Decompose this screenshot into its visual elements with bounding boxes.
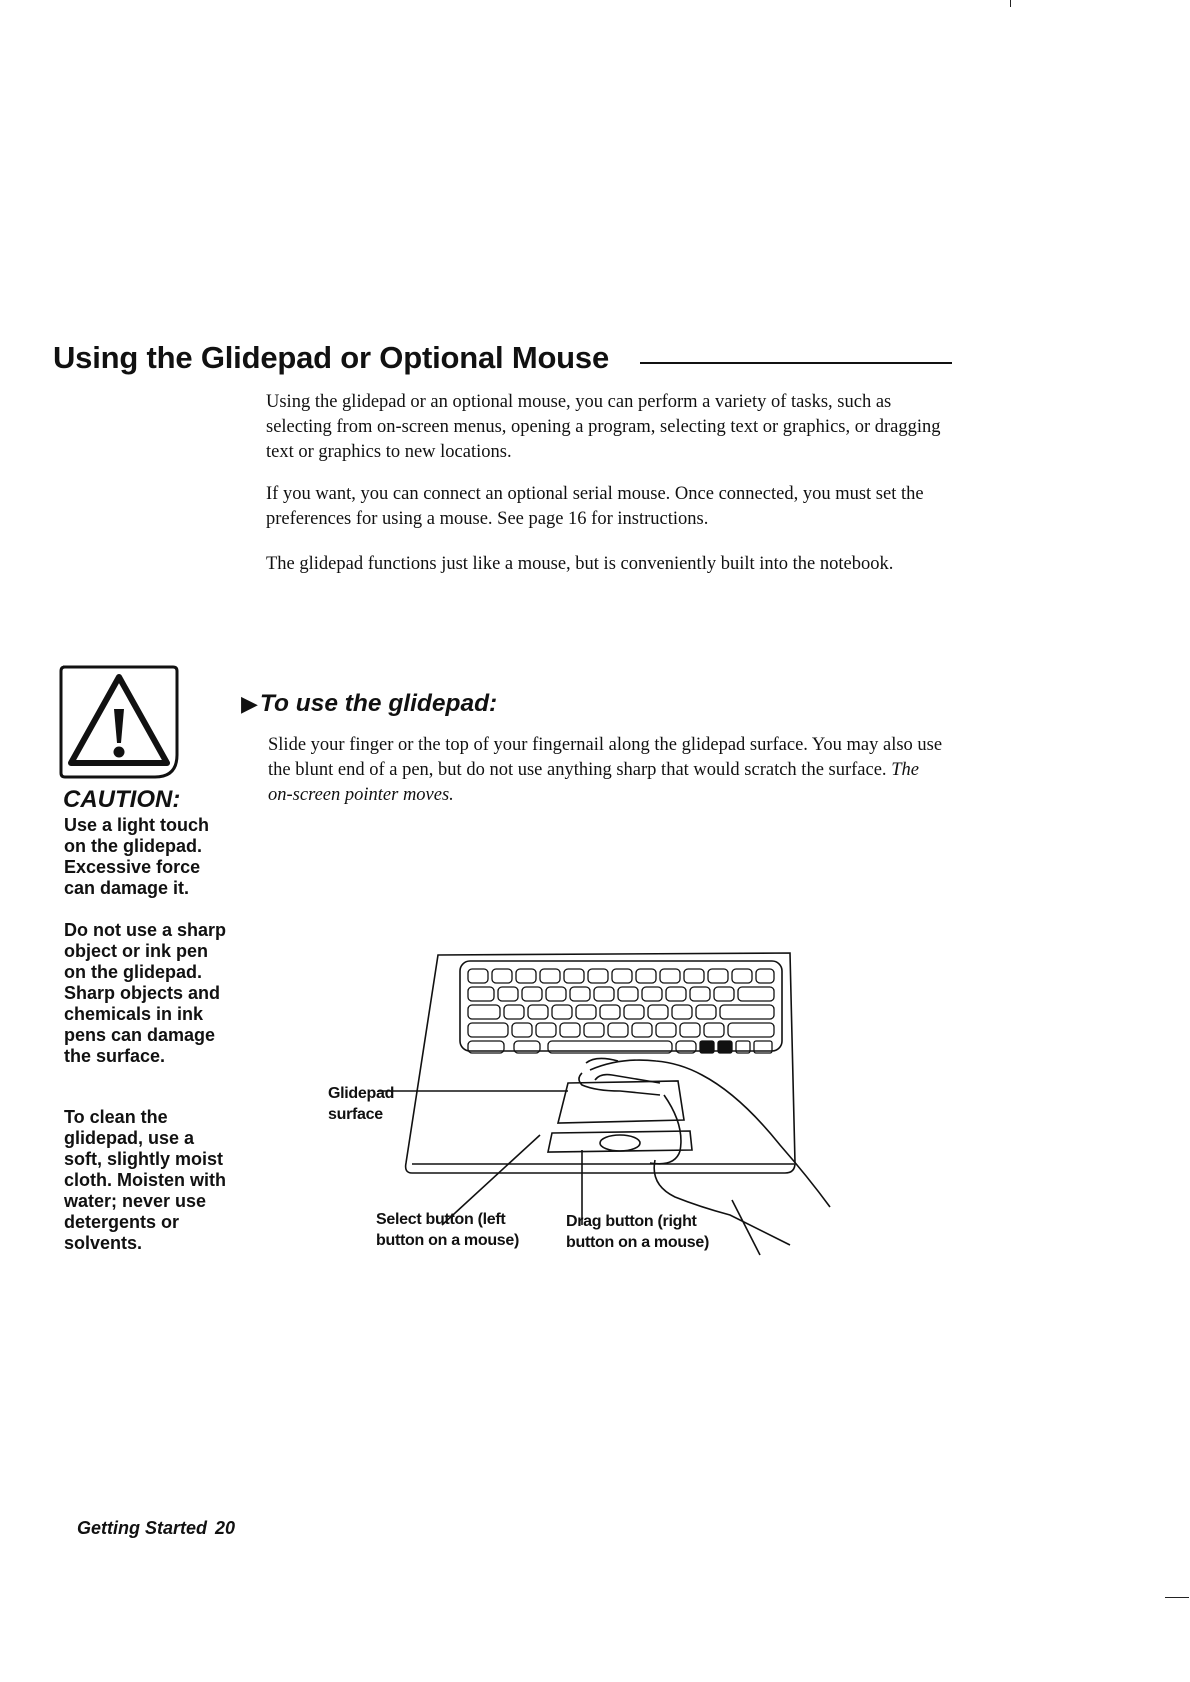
heading-rule bbox=[640, 362, 952, 364]
right-arrow-icon: ▶ bbox=[241, 691, 258, 716]
procedure-instruction: Slide your finger or the top of your fingernail along the glidepad surface. You may also use the blunt end of a pen, but do not use anything sharp that would scratch the surface. bbox=[268, 735, 943, 780]
procedure-step bbox=[268, 733, 948, 808]
procedure-result: The on-screen pointer moves. bbox=[268, 760, 919, 805]
footer-section: Getting Started bbox=[77, 1518, 208, 1538]
page-footer bbox=[77, 1518, 235, 1539]
scan-mark bbox=[1165, 1597, 1189, 1598]
procedure-title: To use the glidepad: bbox=[259, 690, 498, 717]
procedure-heading bbox=[241, 690, 497, 718]
scan-mark bbox=[1010, 0, 1011, 7]
caution-note: To clean the glidepad, use a soft, slightly moist cloth. Moisten with water; never use detergents or solvents. bbox=[64, 1107, 226, 1253]
glidepad-label: Glidepad surface bbox=[328, 1085, 395, 1123]
page-title: Using the Glidepad or Optional Mouse bbox=[53, 340, 609, 375]
drag-button-label: Drag button (right button on a mouse) bbox=[566, 1213, 710, 1251]
select-button-label: Select button (left button on a mouse) bbox=[376, 1211, 520, 1249]
page-number: 20 bbox=[215, 1518, 236, 1538]
glidepad-paragraph: The glidepad functions just like a mouse, but is conveniently built into the notebook. bbox=[266, 554, 894, 574]
intro-paragraph: Using the glidepad or an optional mouse, you can perform a variety of tasks, such as selecting from on-screen menus, opening a program, selecting text or graphics, or dragging text or graphics to new locations. bbox=[266, 392, 941, 462]
caution-note: Use a light touch on the glidepad. Excessive force can damage it. bbox=[64, 815, 210, 898]
caution-note: Do not use a sharp object or ink pen on the glidepad. Sharp objects and chemicals in ink pens can damage the surface. bbox=[64, 920, 227, 1066]
warning-triangle-icon bbox=[57, 663, 181, 781]
mouse-paragraph: If you want, you can connect an optional serial mouse. Once connected, you must set the preferences for using a mouse. See page 16 for instructions. bbox=[266, 484, 924, 529]
caution-heading: CAUTION: bbox=[63, 786, 181, 813]
